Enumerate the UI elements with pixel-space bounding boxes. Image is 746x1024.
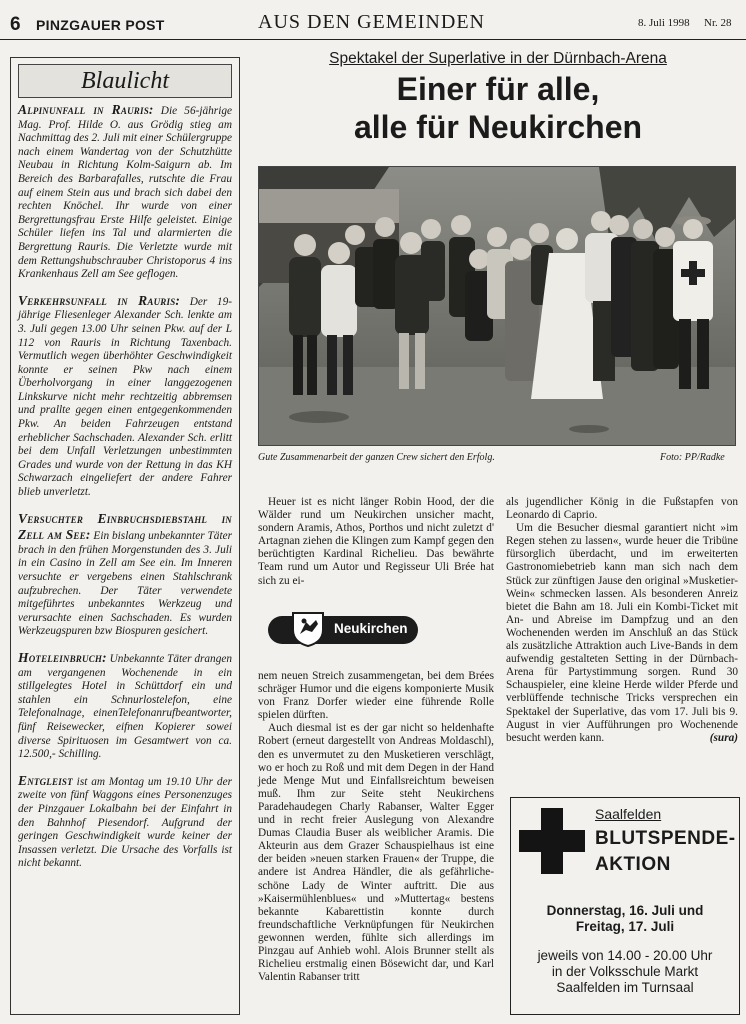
- article-column-1-top: [258, 496, 494, 588]
- article-paragraph: [506, 522, 738, 745]
- author-signature: (sura): [709, 731, 738, 744]
- news-item-heading: Entgleist: [18, 772, 73, 788]
- issue-date: 8. Juli 1998: [638, 17, 690, 29]
- ad-info-line-2: in der Volksschule Markt: [551, 964, 699, 979]
- ad-info-line-3: Saalfelden im Turnsaal: [556, 980, 694, 995]
- ad-title-line-2: AKTION: [595, 854, 671, 875]
- blood-donation-ad: [510, 797, 740, 1015]
- news-item-text: Die 56-jährige Mag. Prof. Hilde O. aus Grödig stieg am Nachmittag des 2. Juli mit einer Schülergruppe nach einem Wandertag von der Schutzhütte Neubau in Richtung Kolm-Saigurn ab. Im Bereich des Barbarafalles, rutschte die Frau auf einem Stein aus und brach sich dabei den rechten Knöchel. Ihr wurde von einer Bergrettungsfrau Erste Hilfe geleistet. Einige Schüler liefen ins Tal und alarmierten die Bergrettung Rauris. Die Verletzte wurde mit dem Rettungshubschrauber Christoporus 4 ins Krankenhaus Zell am See geflogen.: [18, 105, 232, 281]
- article-photo: [258, 166, 736, 446]
- badge-label: Neukirchen: [334, 621, 408, 636]
- sidebar-title: Blaulicht: [18, 64, 232, 98]
- ad-town: Saalfelden: [595, 806, 662, 822]
- group-photo-illustration: [259, 167, 736, 446]
- ad-date-line-1: Donnerstag, 16. Juli und: [546, 903, 704, 918]
- news-item-einbruch: [18, 511, 232, 639]
- ad-info-line-1: jeweils von 14.00 - 20.00 Uhr: [537, 948, 713, 963]
- publication-name: PINZGAUER POST: [36, 17, 165, 33]
- news-item-text: Unbekannte Täter drangen am vergangenen Wochenende in ein stillgelegtes Hotel in Schüttdorf ein und stahlen ein Schnurlostelefon, eine Telefonalnage, einenTelefonanrufbeantworter, fünf Reisewecker, eifnen Kopierer sowei diverse Spirituosen im Gesamtwert von ca. 12.500,- Schilling.: [18, 652, 232, 761]
- ad-dates: [511, 903, 739, 935]
- page-number: 6: [10, 14, 21, 35]
- section-title: AUS DEN GEMEINDEN: [258, 11, 485, 33]
- news-item-text: ist am Montag um 19.10 Uhr der zweite von fünf Waggons eines Personenzuges der Pinzgauer Lokalbahn bei der Einfahrt in den Bahnhof Piesendorf. Aufgrund der geringen Geschwindigkeit wurde keiner der Insassen verletzt. Die Ursache des Vorfalls ist nicht bekannt.: [18, 775, 232, 870]
- article-paragraph: Heuer ist es nicht länger Robin Hood, der die Wälder rund um Neukirchen unsicher macht, sondern Aramis, Athos, Porthos und nicht zuletzt d' Artagnan ziehen die Klingen zum Kampf gegen den berüchtigten Kardinal Richelieu. Das bewährte Team rund um Autor und Regisseur Uli Brée hat sich zu ei-: [258, 496, 494, 587]
- news-item-alpinunfall: [18, 102, 232, 282]
- page-header: [0, 0, 746, 40]
- article-paragraph-text: Um die Besucher diesmal garantiert nicht »im Regen stehen zu lassen«, wurde heuer die Tribüne fürsorglich überdacht, und im erweiterten Gastronomiebetrieb kann man sich nach dem Stück zur zünftigen Jause den original »Musketier-Wein« schmecken lassen. Als besonderen Anreiz bietet die Bahn am 18. Juli ein Kombi-Ticket mit An- und Abreise im Dampfzug und an den Wochenenden werden im Anschluß an das Stück als zusätzliche Attraktion auch Live-Bands in dem aufwendig gestalteten Setting in der Dürnbach-Arena für Partystimmung sorgen. Rund 30 Schauspieler, eine kleine Herde wilder Pferde und verblüffende technische Tricks versprechen ein Spektakel der Superlative, das vom 17. Juli bis 9. August in vier Aufführungen pro Wochenende besucht werden kann.: [506, 522, 738, 744]
- article-column-2: [506, 496, 738, 745]
- article-paragraph: nem neuen Streich zusammengetan, bei dem Brées schräger Humor und die eigens komponierte Musik von Franz Dorfer wieder eine führende Rolle spielen dürften.: [258, 670, 494, 722]
- neukirchen-badge: [268, 610, 418, 648]
- ad-info: [511, 948, 739, 996]
- news-item-entgleist: [18, 773, 232, 871]
- issue-number: Nr. 28: [704, 17, 732, 29]
- ad-title-line-1: BLUTSPENDE-: [595, 828, 736, 849]
- news-item-heading: Versuchter Einbruchsdiebstahl in Zell am See:: [18, 510, 232, 543]
- article-headline: [258, 70, 738, 146]
- coat-of-arms-icon: [290, 610, 326, 648]
- photo-credit: Foto: PP/Radke: [660, 452, 725, 463]
- headline-line-1: Einer für alle,: [396, 71, 600, 107]
- news-item-heading: Alpinunfall in Rauris:: [18, 102, 154, 117]
- cross-icon: [517, 806, 587, 876]
- news-item-heading: Hoteleinbruch:: [18, 649, 107, 665]
- ad-title: [595, 826, 735, 878]
- article-kicker: Spektakel der Superlative in der Dürnbach-Arena: [329, 50, 667, 67]
- photo-caption: Gute Zusammenarbeit der ganzen Crew sichert den Erfolg.: [258, 452, 495, 463]
- news-item-text: Der 19-jährige Fliesenleger Alexander Sch. lenkte am 3. Juli gegen 13.00 Uhr seinen Pkw. auf der L 112 von Rauris in Richtung Taxenbach. Vermutlich wegen überhöhter Geschwindigkeit konnte er seinen Pkw nach einem Überholvorgang in einer langgezogenen Linkskurve nicht mehr rechtzeitig abbremsen und prallte gegen einen entgegenkommenden Pkw. An beiden Fahrzeugen entstand erheblicher Sachschaden. Alexander Sch. erlitt bei dem Unfall Verletzungen unbestimmten Grades und wurde von der Rettung in das KH Schwarzach eingeliefert der andere Fahrer blieb unverletzt.: [18, 295, 232, 499]
- headline-line-2: alle für Neukirchen: [353, 109, 643, 145]
- article-paragraph: Auch diesmal ist es der gar nicht so heldenhafte Robert (erneut dargestellt von Andreas Moldaschl), den es unvermutet zu den Musketieren verschlägt, wo er hoch zu Roß und mit dem Degen in der Hand jede Menge Mut und Einfallsreichtum beweisen muß. Ihm zur Seite steht Neukirchens Paradehaudegen Charly Rabanser, Walter Egger und in recht freier Auslegung von Alexandre Dumas Claudia Buser als weiblicher Aramis. Die Akteurin aus dem Grazer Schauspielhaus ist eine der beiden »neuen starken Frauen« der Truppe, die andere ist Andrea Händler, die als gefährliche-schöne Lady de Winter auftritt. Die aus »Kaisermühlenblues« und »Muttertag« bestens bekannte Kabarettistin konnte durch freundschaftliche Verknüpfungen für Neukirchen gewonnen werden, fühlte sich allerdings im Pinzgau auf Anhieb wohl. Alois Brunner stellt als Richelieu erstmalig einen Bösewicht dar, und Karl Valentin Rabanser tritt: [258, 722, 494, 984]
- article-column-1-bottom: [258, 670, 494, 984]
- news-item-verkehrsunfall: [18, 293, 232, 500]
- news-item-hoteleinbruch: [18, 650, 232, 762]
- ad-date-line-2: Freitag, 17. Juli: [575, 919, 675, 934]
- blaulicht-sidebar: [10, 57, 240, 1015]
- news-item-text: Ein bislang unbekannter Täter brach in den frühen Morgenstunden des 3. Juli in ein Casino in Zell am See ein. Im Inneren versuchte er vergebens einen Stahlschrank aufzubrechen. Der Täter verwendete mitgeführtes unbekanntes Werkzeug und verursachte einen Sachschaden. Es wurden Werkzeugspuren bzw Biospuren gesichert.: [18, 530, 232, 638]
- article-paragraph: als jugendlicher König in die Fußstapfen von Leonardo di Caprio.: [506, 496, 738, 522]
- news-item-heading: Verkehrsunfall in Rauris:: [18, 292, 181, 308]
